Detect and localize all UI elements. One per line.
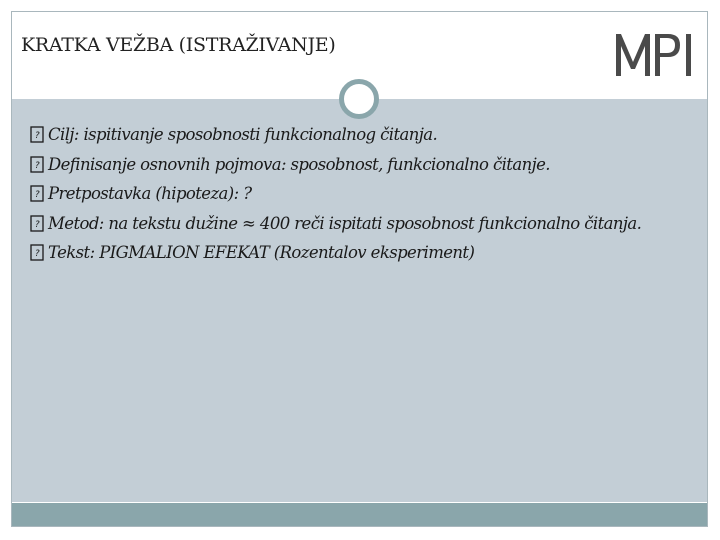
missing-glyph-box-icon xyxy=(30,156,44,173)
bullet-item xyxy=(30,243,641,273)
bullet-text: Cilj: ispitivanje sposobnosti funkcionalnog čitanja. xyxy=(48,125,438,144)
bullet-text: Definisanje osnovnih pojmova: sposobnost, funkcionalno čitanje. xyxy=(48,154,550,174)
svg-text:?: ? xyxy=(34,249,40,259)
missing-glyph-box-icon xyxy=(30,126,44,143)
mpi-logo xyxy=(612,24,702,84)
bullet-item xyxy=(30,125,641,155)
bullet-list xyxy=(30,125,641,273)
ring-ornament-icon xyxy=(339,79,379,119)
bullet-item xyxy=(30,184,641,214)
missing-glyph-box-icon xyxy=(30,244,44,261)
bullet-text: Tekst: PIGMALION EFEKAT (Rozentalov eksperiment) xyxy=(48,243,475,262)
missing-glyph-box-icon xyxy=(30,215,44,232)
bullet-text: Pretpostavka (hipoteza): ? xyxy=(48,184,252,203)
footer-bar xyxy=(12,503,707,526)
svg-text:?: ? xyxy=(34,190,40,200)
missing-glyph-box-icon xyxy=(30,185,44,202)
svg-text:?: ? xyxy=(34,219,40,230)
svg-text:?: ? xyxy=(34,160,40,171)
bullet-text: Metod: na tekstu dužine ≈ 400 reči ispitati sposobnost funkcionalno čitanja. xyxy=(48,213,642,233)
bullet-item xyxy=(30,214,641,244)
bullet-item xyxy=(30,155,641,185)
slide-title: KRATKA VEŽBA (ISTRAŽIVANJE) xyxy=(21,34,336,56)
svg-text:?: ? xyxy=(34,131,40,141)
